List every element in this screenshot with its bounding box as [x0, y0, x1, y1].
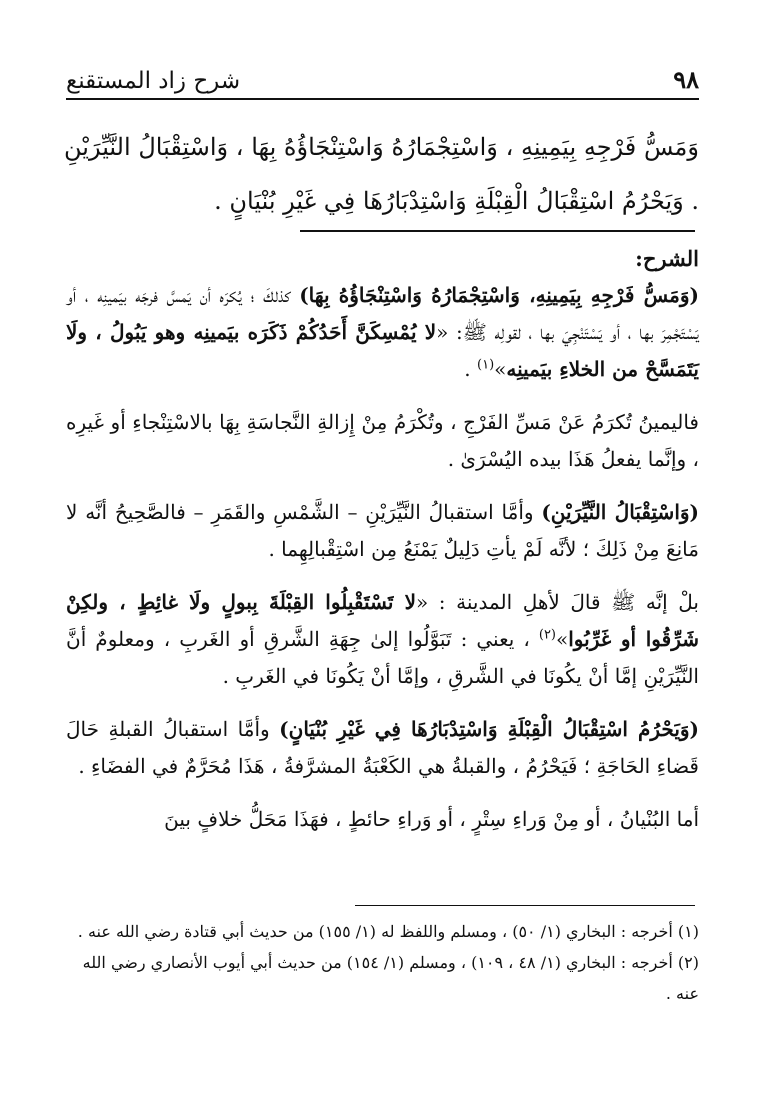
page-number: ٩٨ — [673, 65, 699, 94]
matn-text: وَمَسُّ فَرْجِهِ بِيَمِينِهِ ، وَاسْتِجْمَارُهُ وَاسْتِنْجَاؤُهُ بِهَا ، وَاسْتِقْبَالُ النَّيِّرَيْنِ . وَيَحْرُمُ اسْتِقْبَالُ الْقِبْلَةِ وَاسْتِدْبَارُهَا فِي غَيْرِ بُنْيَانٍ . — [64, 133, 699, 215]
running-title: شرح زاد المستقنع — [66, 68, 241, 94]
matn-quote: (وَاسْتِقْبَالُ النَّيِّرَيْنِ) — [541, 500, 699, 524]
page-header — [66, 58, 699, 100]
sharh-section — [66, 240, 699, 838]
footnote-divider — [355, 905, 695, 906]
paragraph-1 — [66, 277, 699, 388]
hadith-text: لا تَسْتَقْبِلُوا القِبْلَةَ بِبولٍ ولَا غائِطٍ ، ولكِنْ شَرِّقُوا أو غَرِّبُوا — [66, 590, 699, 651]
footnote-1: (١) أخرجه : البخاري (١/ ٥٠) ، ومسلم واللفظ له (١/ ١٥٥) من حديث أبي قتادة رضي الله عنه . — [77, 922, 699, 941]
footnote-ref-1: (١) — [477, 357, 495, 373]
footnote-2: (٢) أخرجه : البخاري (١/ ٤٨ ، ١٠٩) ، ومسلم (١/ ١٥٤) من حديث أبي أيوب الأنصاري رضي الله عنه . — [82, 953, 699, 1003]
paragraph-3 — [66, 494, 699, 568]
matn-quote: (وَيَحْرُمُ اسْتِقْبَالُ الْقِبْلَةِ وَاسْتِدْبَارُهَا فِي غَيْرِ بُنْيَانٍ) — [279, 717, 700, 741]
matn-quote: (وَمَسُّ فَرْجِهِ بِيَمِينِهِ، وَاسْتِجْمَارُهُ وَاسْتِنْجَاؤُهُ بِهَا) — [299, 283, 699, 307]
quote-close: » — [494, 357, 507, 381]
sharh-heading: الشرح: — [635, 246, 699, 271]
quote-close: » — [556, 627, 569, 651]
footnote-ref-2: (٢) — [538, 627, 556, 643]
paragraph-6: أما البُنْيانُ ، أو مِنْ وَراءِ سِتْرٍ ، أو وَراءِ حائطٍ ، فهَذَا مَحَلُّ خلافٍ بينَ — [164, 807, 699, 831]
paragraph-text: كذلكَ ؛ يُكرَه أن يَمسَّ فرجَه بيَمينِه ، أو يَسْتَجْمِرَ بها ، أو يَسْتَنْجِيَ بها ، لقولِه ﷺ: « — [66, 283, 699, 344]
paragraph-tail: ، يعني : تَبَوَّلُوا إلىٰ جِهَةِ الشَّرقِ أو الغَربِ ، ومعلومٌ أنَّ النَّيِّرَيْنِ إمَّا أنْ يكُونَا في الشَّرقِ ، وإمَّا أنْ يَكُونَا في الغَربِ . — [66, 627, 699, 688]
paragraph-text: وأمَّا استقبالُ القبلةِ حَالَ قَضاءِ الحَاجَةِ ؛ فَيَحْرُمُ ، والقبلةُ هي الكَعْبَةُ المشرَّفةُ ، هَذَا مُحَرَّمٌ في الفضَاءِ . — [66, 717, 699, 778]
matn-divider — [300, 230, 695, 232]
paragraph-5 — [66, 711, 699, 785]
paragraph-tail: . — [464, 357, 477, 381]
hadith-text: لا يُمْسِكَنَّ أَحَدُكُمْ ذَكَرَه بيَمينِه وهو يَبُولُ ، ولَا يَتَمَسَّحْ من الخلاءِ بيَمينِه — [66, 320, 699, 381]
paragraph-2: فاليمينُ تُكرَمُ عَنْ مَسِّ الفَرْجِ ، وتُكْرَمُ مِنْ إِزالةِ النَّجاسَةِ بِهَا بالاسْتِنْجاءِ أو غَيرِه ، وإنَّما يفعلُ هَذَا بيده اليُسْرَىٰ . — [66, 410, 699, 471]
paragraph-text: بلْ إنَّه ﷺ قالَ لأهلِ المدينة : « — [416, 590, 699, 614]
paragraph-4 — [66, 584, 699, 695]
paragraph-text: وأمَّا استقبالُ النَّيِّرَيْنِ – الشَّمْسِ والقَمَرِ – فالصَّحِيحُ أنَّه لا مَانِعَ مِنْ ذَلِكَ ؛ لأنَّه لَمْ يأتِ دَلِيلٌ يَمْنَعُ مِن اسْتِقْبالِهِما . — [66, 500, 699, 561]
footnotes — [66, 916, 699, 1009]
